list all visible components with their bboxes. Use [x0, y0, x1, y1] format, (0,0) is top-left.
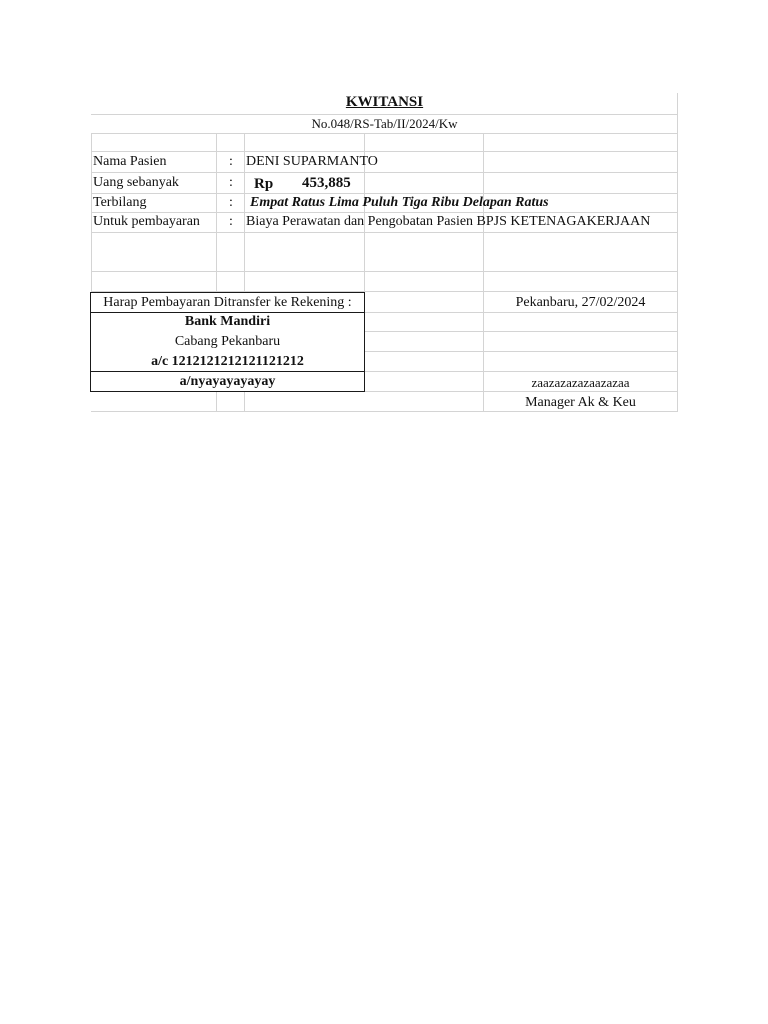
grid-line	[677, 93, 678, 411]
grid-line	[91, 151, 678, 152]
signatory-title: Manager Ak & Keu	[525, 395, 636, 410]
grid-line	[244, 133, 245, 291]
bank-name: Bank Mandiri	[184, 314, 271, 329]
grid-line	[364, 351, 678, 352]
place-date: Pekanbaru, 27/02/2024	[515, 295, 646, 310]
grid-line	[91, 133, 678, 134]
amount-words-label: Terbilang	[93, 195, 147, 210]
amount-value: 453,885	[302, 175, 351, 191]
grid-line	[91, 232, 678, 233]
grid-line	[364, 331, 678, 332]
grid-line	[216, 391, 217, 411]
colon: :	[229, 214, 233, 229]
receipt-title: KWITANSI	[345, 94, 424, 110]
grid-line	[91, 193, 678, 194]
colon: :	[229, 195, 233, 210]
grid-line	[483, 133, 484, 291]
grid-line	[364, 371, 678, 372]
grid-line	[91, 114, 678, 115]
grid-line	[364, 312, 678, 313]
colon: :	[229, 175, 233, 190]
grid-line	[216, 133, 217, 291]
colon: :	[229, 154, 233, 169]
transfer-heading: Harap Pembayaran Ditransfer ke Rekening :	[103, 295, 352, 310]
receipt-number: No.048/RS-Tab/II/2024/Kw	[311, 116, 458, 131]
account-number: a/c 1212121212121121212	[151, 354, 304, 369]
grid-line	[364, 391, 678, 392]
signatory-name: zaazazazazaazazaa	[531, 375, 630, 390]
bank-branch: Cabang Pekanbaru	[174, 334, 281, 349]
purpose-label: Untuk pembayaran	[93, 214, 200, 229]
grid-line	[91, 371, 364, 372]
amount-label: Uang sebanyak	[93, 175, 179, 190]
grid-line	[91, 133, 92, 291]
patient-name-value: DENI SUPARMANTO	[246, 154, 378, 169]
grid-line	[91, 271, 678, 272]
amount-currency: Rp	[254, 176, 274, 192]
patient-name-label: Nama Pasien	[93, 154, 167, 169]
grid-line	[244, 391, 245, 411]
grid-line	[91, 212, 678, 213]
grid-line	[91, 312, 364, 313]
account-holder: a/nyayayayayay	[179, 374, 276, 389]
grid-line	[91, 411, 678, 412]
grid-line	[91, 172, 678, 173]
amount-words-value: Empat Ratus Lima Puluh Tiga Ribu Delapan Ratus	[250, 195, 549, 210]
purpose-value: Biaya Perawatan dan Pengobatan Pasien BPJS KETENAGAKERJAAN	[246, 214, 651, 229]
